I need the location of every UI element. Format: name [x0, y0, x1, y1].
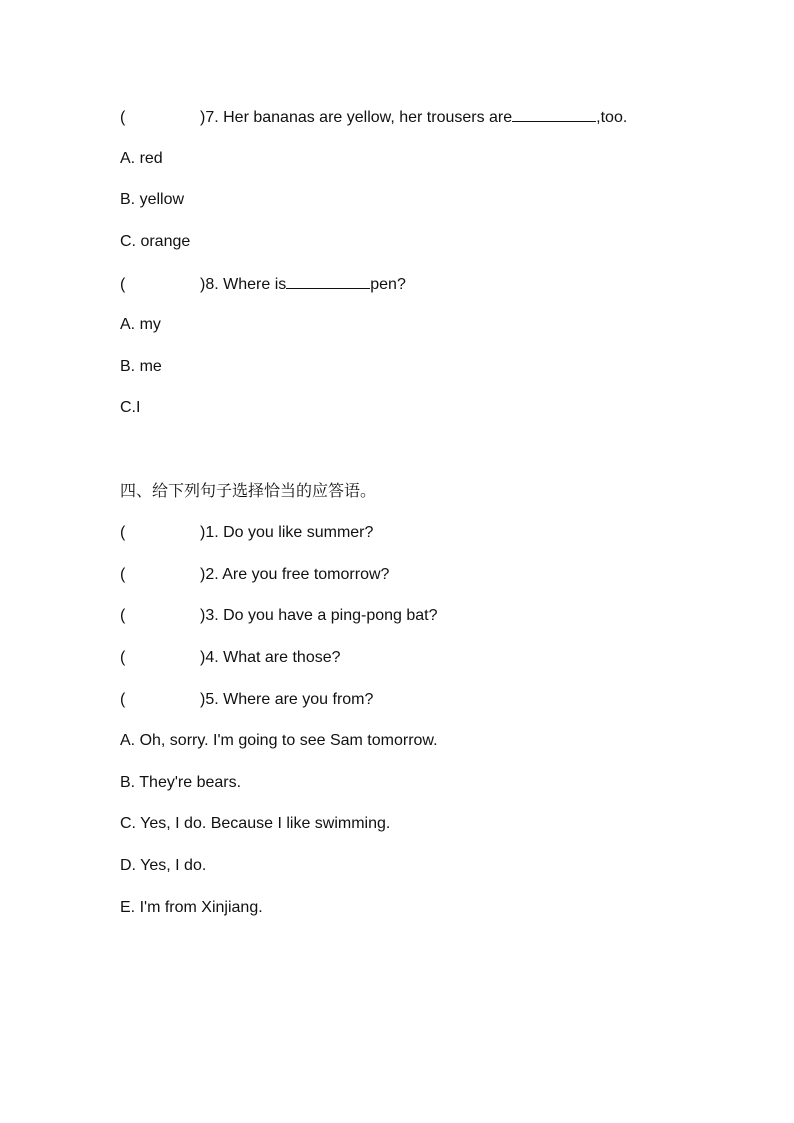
answer-option-d: D. Yes, I do.	[120, 857, 207, 874]
question-7-option-c: C. orange	[120, 233, 191, 250]
matching-question	[120, 565, 389, 585]
question-8	[120, 274, 406, 295]
question-7	[120, 107, 627, 128]
answer-bracket: (	[120, 566, 126, 583]
answer-bracket: (	[120, 276, 126, 293]
matching-question-text: )2. Are you free tomorrow?	[200, 566, 390, 583]
matching-question-text: )5. Where are you from?	[200, 691, 374, 708]
matching-question-text: )4. What are those?	[200, 649, 341, 666]
question-7-stem-after: ,too.	[596, 109, 628, 126]
answer-option-a: A. Oh, sorry. I'm going to see Sam tomorrow.	[120, 732, 438, 749]
matching-question	[120, 648, 341, 668]
answer-bracket: (	[120, 109, 126, 126]
answer-bracket: (	[120, 691, 126, 708]
matching-question	[120, 523, 373, 543]
matching-question-text: )1. Do you like summer?	[200, 524, 374, 541]
answer-bracket: (	[120, 524, 126, 541]
question-8-stem-after: pen?	[370, 276, 406, 293]
question-7-stem-before: )7. Her bananas are yellow, her trousers are	[200, 109, 513, 126]
answer-option-b: B. They're bears.	[120, 774, 242, 791]
answer-bracket: (	[120, 607, 126, 624]
matching-question	[120, 690, 373, 710]
fill-in-blank	[286, 274, 370, 289]
question-8-option-c: C.I	[120, 399, 141, 416]
section-title: 四、给下列句子选择恰当的应答语。	[120, 481, 377, 500]
question-8-option-a: A. my	[120, 316, 161, 333]
matching-question-text: )3. Do you have a ping-pong bat?	[200, 607, 438, 624]
answer-option-e: E. I'm from Xinjiang.	[120, 899, 263, 916]
question-8-stem-before: )8. Where is	[200, 276, 287, 293]
fill-in-blank	[512, 107, 596, 122]
question-7-option-b: B. yellow	[120, 191, 185, 208]
matching-question	[120, 606, 438, 626]
answer-bracket: (	[120, 649, 126, 666]
question-7-option-a: A. red	[120, 150, 163, 167]
answer-option-c: C. Yes, I do. Because I like swimming.	[120, 815, 391, 832]
question-8-option-b: B. me	[120, 358, 162, 375]
